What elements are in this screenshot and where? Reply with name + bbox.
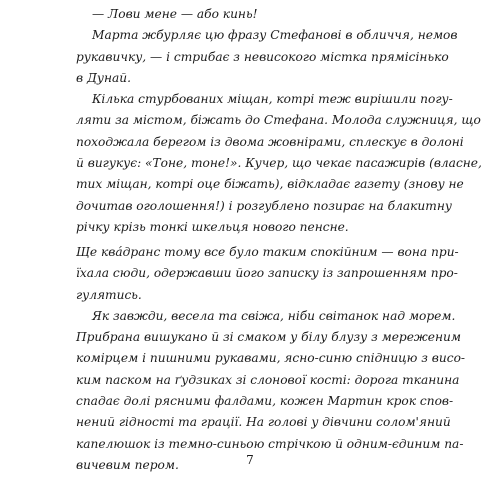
text-line: в Дунай. <box>76 70 131 85</box>
text-line: — Лови мене — або кинь! <box>92 7 258 21</box>
text-line: тих міщан, котрі оце біжать), відкладає газету (знову не <box>76 177 464 192</box>
text-line: ким паском на ґудзиках зі слонової кості: дорога тканина <box>76 372 460 387</box>
text-line: походжала берегом із двома жовнірами, сплескує в долоні <box>76 134 464 149</box>
text-line: спадає долі рясними фалдами, кожен Мартин крок спов- <box>76 394 454 409</box>
text-block-2 <box>76 242 466 476</box>
text-line: комірцем і пишними рукавами, ясно-синю спідницю з висо- <box>76 351 466 366</box>
text-block-1 <box>76 4 482 238</box>
text-line: Марта жбурляє цю фразу Стефанові в обличчя, немов <box>92 28 458 43</box>
text-line: дочитав оголошення!) і розгублено позирає на блакитну <box>76 198 452 213</box>
text-line: Прибрана вишукано й зі смаком у білу блузу з мереженим <box>76 330 461 345</box>
text-line: Як завжди, весела та свіжа, ніби світанок над морем. <box>92 308 456 323</box>
text-line: рукавичку, — і стрибає з невисокого містка прямісінько <box>76 49 449 64</box>
text-line: гулятись. <box>76 287 142 302</box>
text-line: Кілька стурбованих міщан, котрі теж вирішили погу- <box>92 92 453 107</box>
text-line: вичевим пером. <box>76 457 179 472</box>
text-line: їхала сюди, одержавши його записку із запрошенням про- <box>76 266 458 281</box>
page-number: 7 <box>246 453 254 467</box>
text-line: Ще квáдранс тому все було таким спокійним — вона при- <box>76 245 459 259</box>
text-line: ляти за містом, біжать до Стефана. Молода служниця, що <box>76 113 481 128</box>
text-line: й вигукує: «Тоне, тоне!». Кучер, що чекає пасажирів (власне, <box>76 156 482 171</box>
text-line: нений гідності та грації. На голові у дівчини солом'яний <box>76 415 451 430</box>
text-line: річку крізь тонкі шкельця нового пенсне. <box>76 219 349 234</box>
text-line: капелюшок із темно-синьою стрічкою й одним-єдиним па- <box>76 436 464 451</box>
